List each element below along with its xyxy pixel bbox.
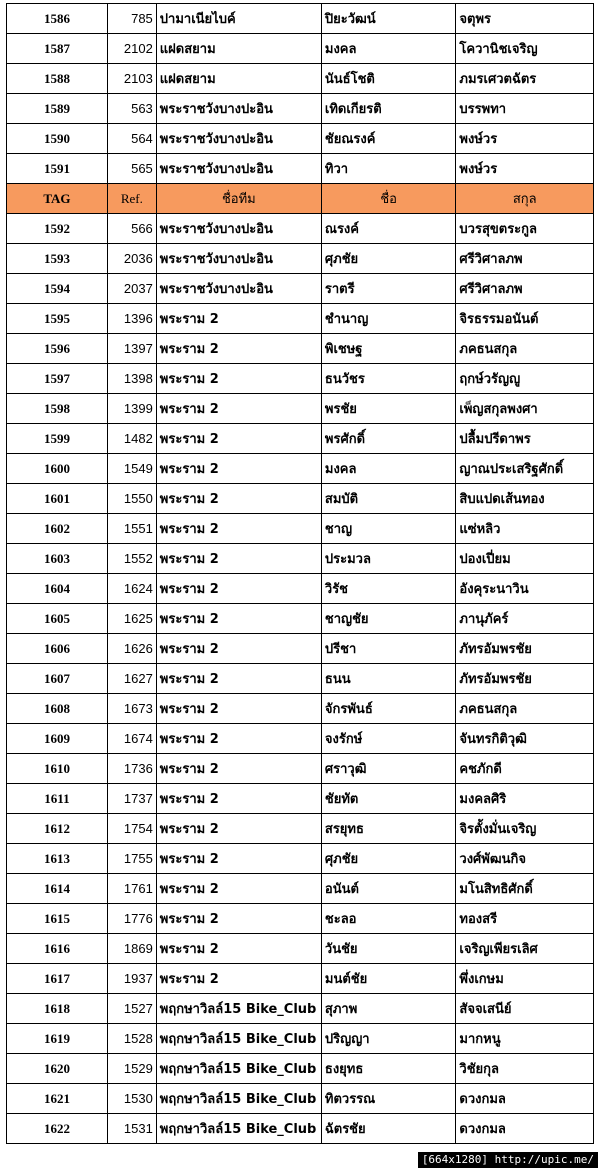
watermark-footer: [664x1280] http://upic.me/ (418, 1152, 598, 1168)
table-row (7, 1054, 594, 1084)
cell-ref: 1528 (107, 1024, 156, 1054)
table-row (7, 124, 594, 154)
table-row (7, 64, 594, 94)
cell-name: ราตรี (321, 274, 456, 304)
cell-tag: 1587 (7, 34, 108, 64)
cell-surname: จิรตั้งมั่นเจริญ (456, 814, 594, 844)
table-row (7, 934, 594, 964)
cell-surname: ศรีวิศาลภพ (456, 244, 594, 274)
cell-ref: 1551 (107, 514, 156, 544)
cell-name: สุภาพ (321, 994, 456, 1024)
cell-name: มนต์ชัย (321, 964, 456, 994)
cell-team: พระราม 2 (156, 424, 321, 454)
cell-ref: 1937 (107, 964, 156, 994)
cell-tag: 1601 (7, 484, 108, 514)
cell-team: พระราม 2 (156, 604, 321, 634)
cell-surname: ภคธนสกุล (456, 334, 594, 364)
cell-team: พระราม 2 (156, 754, 321, 784)
cell-tag: 1586 (7, 4, 108, 34)
cell-team: พระราม 2 (156, 664, 321, 694)
cell-name: ปริญญา (321, 1024, 456, 1054)
table-row (7, 1084, 594, 1114)
cell-tag: 1613 (7, 844, 108, 874)
cell-surname: สัจจเสนีย์ (456, 994, 594, 1024)
cell-tag: 1592 (7, 214, 108, 244)
cell-ref: 1397 (107, 334, 156, 364)
cell-surname: บรรพทา (456, 94, 594, 124)
table-row (7, 634, 594, 664)
header-team: ชื่อทีม (156, 184, 321, 214)
table-row (7, 694, 594, 724)
cell-team: พระราม 2 (156, 784, 321, 814)
cell-team: พระราม 2 (156, 694, 321, 724)
cell-ref: 565 (107, 154, 156, 184)
cell-tag: 1588 (7, 64, 108, 94)
table-row (7, 274, 594, 304)
cell-surname: โควานิชเจริญ (456, 34, 594, 64)
cell-tag: 1589 (7, 94, 108, 124)
cell-name: ฉัตรชัย (321, 1114, 456, 1144)
cell-name: เทิดเกียรติ (321, 94, 456, 124)
cell-ref: 2036 (107, 244, 156, 274)
cell-team: พระราชวังบางปะอิน (156, 94, 321, 124)
cell-tag: 1590 (7, 124, 108, 154)
cell-ref: 2037 (107, 274, 156, 304)
roster-table (6, 3, 594, 1144)
cell-surname: ปองเปี่ยม (456, 544, 594, 574)
cell-surname: มงคลศิริ (456, 784, 594, 814)
table-row (7, 754, 594, 784)
header-surname: สกุล (456, 184, 594, 214)
cell-surname: ภัทรอัมพรชัย (456, 634, 594, 664)
cell-ref: 566 (107, 214, 156, 244)
header-name: ชื่อ (321, 184, 456, 214)
table-row (7, 514, 594, 544)
cell-name: พรศักดิ์ (321, 424, 456, 454)
cell-team: พระราม 2 (156, 934, 321, 964)
header-ref: Ref. (107, 184, 156, 214)
cell-team: พระราม 2 (156, 544, 321, 574)
table-row (7, 94, 594, 124)
cell-ref: 1482 (107, 424, 156, 454)
cell-tag: 1598 (7, 394, 108, 424)
cell-name: สมบัติ (321, 484, 456, 514)
cell-ref: 1527 (107, 994, 156, 1024)
cell-surname: ญาณประเสริฐศักดิ์ (456, 454, 594, 484)
cell-name: ชะลอ (321, 904, 456, 934)
table-row (7, 394, 594, 424)
cell-team: พระราม 2 (156, 514, 321, 544)
cell-ref: 1736 (107, 754, 156, 784)
rows-after-header (7, 214, 594, 1144)
cell-surname: ศรีวิศาลภพ (456, 274, 594, 304)
table-row (7, 454, 594, 484)
cell-surname: สิบแปดเส้นทอง (456, 484, 594, 514)
table-row (7, 664, 594, 694)
cell-surname: วงศ์พัฒนกิจ (456, 844, 594, 874)
table-row (7, 424, 594, 454)
cell-team: พระราม 2 (156, 844, 321, 874)
cell-name: ศุภชัย (321, 844, 456, 874)
cell-ref: 1673 (107, 694, 156, 724)
cell-tag: 1615 (7, 904, 108, 934)
cell-ref: 1624 (107, 574, 156, 604)
cell-tag: 1622 (7, 1114, 108, 1144)
cell-name: มงคล (321, 454, 456, 484)
cell-surname: บวรสุขตระกูล (456, 214, 594, 244)
cell-ref: 564 (107, 124, 156, 154)
cell-tag: 1606 (7, 634, 108, 664)
cell-ref: 2103 (107, 64, 156, 94)
cell-ref: 1549 (107, 454, 156, 484)
cell-ref: 1761 (107, 874, 156, 904)
cell-ref: 1755 (107, 844, 156, 874)
cell-name: ประมวล (321, 544, 456, 574)
cell-surname: มโนสิทธิศักดิ์ (456, 874, 594, 904)
table-row (7, 1024, 594, 1054)
cell-team: พระราม 2 (156, 334, 321, 364)
cell-ref: 1552 (107, 544, 156, 574)
cell-surname: ดวงกมล (456, 1084, 594, 1114)
cell-team: พระราชวังบางปะอิน (156, 124, 321, 154)
cell-tag: 1611 (7, 784, 108, 814)
cell-team: พระราม 2 (156, 454, 321, 484)
cell-tag: 1593 (7, 244, 108, 274)
cell-ref: 1627 (107, 664, 156, 694)
cell-tag: 1619 (7, 1024, 108, 1054)
cell-name: ณรงค์ (321, 214, 456, 244)
table-row (7, 874, 594, 904)
cell-name: จักรพันธ์ (321, 694, 456, 724)
cell-name: ธนน (321, 664, 456, 694)
table-row (7, 814, 594, 844)
cell-tag: 1605 (7, 604, 108, 634)
cell-surname: พงษ์วร (456, 154, 594, 184)
cell-surname: แซ่หลิว (456, 514, 594, 544)
cell-surname: มากหนู (456, 1024, 594, 1054)
cell-name: ปิยะวัฒน์ (321, 4, 456, 34)
cell-team: พฤกษาวิลล์15 Bike_Club (156, 1114, 321, 1144)
cell-name: ชัยณรงค์ (321, 124, 456, 154)
table-row (7, 574, 594, 604)
cell-surname: พงษ์วร (456, 124, 594, 154)
cell-ref: 1776 (107, 904, 156, 934)
cell-ref: 1398 (107, 364, 156, 394)
cell-tag: 1604 (7, 574, 108, 604)
table-row (7, 784, 594, 814)
cell-ref: 1399 (107, 394, 156, 424)
cell-team: พระราม 2 (156, 394, 321, 424)
cell-surname: ภมรเศวตฉัตร (456, 64, 594, 94)
cell-ref: 1869 (107, 934, 156, 964)
cell-tag: 1616 (7, 934, 108, 964)
cell-ref: 785 (107, 4, 156, 34)
cell-surname: วิชัยกุล (456, 1054, 594, 1084)
table-row (7, 964, 594, 994)
cell-team: พระราชวังบางปะอิน (156, 154, 321, 184)
cell-team: พระราม 2 (156, 304, 321, 334)
table-row (7, 4, 594, 34)
table-row (7, 214, 594, 244)
cell-tag: 1594 (7, 274, 108, 304)
cell-surname: เพ็ญสกุลพงศา (456, 394, 594, 424)
cell-name: วันชัย (321, 934, 456, 964)
rows-before-header (7, 4, 594, 184)
cell-tag: 1591 (7, 154, 108, 184)
table-row (7, 154, 594, 184)
cell-ref: 563 (107, 94, 156, 124)
cell-ref: 1550 (107, 484, 156, 514)
cell-team: พระราม 2 (156, 814, 321, 844)
cell-tag: 1599 (7, 424, 108, 454)
table-row (7, 904, 594, 934)
cell-surname: ฤกษ์วรัญญู (456, 364, 594, 394)
cell-ref: 2102 (107, 34, 156, 64)
header-tag: TAG (7, 184, 108, 214)
cell-surname: จิรธรรมอนันต์ (456, 304, 594, 334)
table-row (7, 364, 594, 394)
cell-surname: เจริญเพียรเลิศ (456, 934, 594, 964)
header-row (7, 184, 594, 214)
cell-team: พระราม 2 (156, 364, 321, 394)
cell-team: พระราม 2 (156, 574, 321, 604)
cell-tag: 1618 (7, 994, 108, 1024)
cell-tag: 1620 (7, 1054, 108, 1084)
cell-name: ชำนาญ (321, 304, 456, 334)
table-row (7, 304, 594, 334)
cell-ref: 1754 (107, 814, 156, 844)
cell-ref: 1674 (107, 724, 156, 754)
cell-ref: 1529 (107, 1054, 156, 1084)
cell-team: พฤกษาวิลล์15 Bike_Club (156, 1084, 321, 1114)
table-row (7, 244, 594, 274)
cell-surname: พึ่งเกษม (456, 964, 594, 994)
cell-tag: 1603 (7, 544, 108, 574)
cell-name: จงรักษ์ (321, 724, 456, 754)
cell-tag: 1617 (7, 964, 108, 994)
cell-name: ธนวัชร (321, 364, 456, 394)
cell-surname: ทองสรี (456, 904, 594, 934)
cell-tag: 1614 (7, 874, 108, 904)
cell-surname: จันทรกิติวุฒิ (456, 724, 594, 754)
table-row (7, 34, 594, 64)
cell-name: นันธ์โชติ (321, 64, 456, 94)
cell-team: พระราม 2 (156, 724, 321, 754)
cell-ref: 1531 (107, 1114, 156, 1144)
cell-name: ศุภชัย (321, 244, 456, 274)
cell-surname: ภคธนสกุล (456, 694, 594, 724)
cell-name: ชาญ (321, 514, 456, 544)
cell-team: แฝดสยาม (156, 34, 321, 64)
cell-tag: 1602 (7, 514, 108, 544)
table-row (7, 724, 594, 754)
cell-name: พิเชษฐ (321, 334, 456, 364)
cell-team: พฤกษาวิลล์15 Bike_Club (156, 1054, 321, 1084)
cell-team: พระราม 2 (156, 964, 321, 994)
cell-team: พระราชวังบางปะอิน (156, 274, 321, 304)
cell-ref: 1625 (107, 604, 156, 634)
cell-tag: 1612 (7, 814, 108, 844)
cell-ref: 1396 (107, 304, 156, 334)
cell-team: พระราม 2 (156, 904, 321, 934)
cell-name: ศราวุฒิ (321, 754, 456, 784)
cell-surname: ภานุภัคร์ (456, 604, 594, 634)
cell-tag: 1595 (7, 304, 108, 334)
cell-team: ปามาเนียไบค์ (156, 4, 321, 34)
table-row (7, 604, 594, 634)
cell-surname: ปลื้มปรีดาพร (456, 424, 594, 454)
cell-team: พฤกษาวิลล์15 Bike_Club (156, 1024, 321, 1054)
table-row (7, 994, 594, 1024)
table-row (7, 844, 594, 874)
cell-tag: 1596 (7, 334, 108, 364)
cell-team: พระราม 2 (156, 874, 321, 904)
cell-name: วิรัช (321, 574, 456, 604)
cell-team: พระราชวังบางปะอิน (156, 214, 321, 244)
table-row (7, 1114, 594, 1144)
cell-name: มงคล (321, 34, 456, 64)
cell-name: พรชัย (321, 394, 456, 424)
table-row (7, 484, 594, 514)
cell-surname: คชภักดี (456, 754, 594, 784)
cell-name: ชาญชัย (321, 604, 456, 634)
cell-name: ปรีชา (321, 634, 456, 664)
cell-name: ชัยทัต (321, 784, 456, 814)
cell-name: ทิวา (321, 154, 456, 184)
cell-surname: จตุพร (456, 4, 594, 34)
cell-surname: อังคุระนาวิน (456, 574, 594, 604)
table-row (7, 334, 594, 364)
cell-tag: 1621 (7, 1084, 108, 1114)
cell-tag: 1597 (7, 364, 108, 394)
cell-name: ทิตวรรณ (321, 1084, 456, 1114)
cell-team: แฝดสยาม (156, 64, 321, 94)
cell-team: พระราม 2 (156, 484, 321, 514)
cell-ref: 1626 (107, 634, 156, 664)
cell-name: สรยุทธ (321, 814, 456, 844)
cell-tag: 1608 (7, 694, 108, 724)
cell-team: พระราม 2 (156, 634, 321, 664)
cell-surname: ภัทรอัมพรชัย (456, 664, 594, 694)
cell-tag: 1609 (7, 724, 108, 754)
cell-ref: 1530 (107, 1084, 156, 1114)
cell-team: พฤกษาวิลล์15 Bike_Club (156, 994, 321, 1024)
cell-ref: 1737 (107, 784, 156, 814)
cell-name: อนันต์ (321, 874, 456, 904)
cell-team: พระราชวังบางปะอิน (156, 244, 321, 274)
cell-tag: 1600 (7, 454, 108, 484)
cell-name: ธงยุทธ (321, 1054, 456, 1084)
cell-surname: ดวงกมล (456, 1114, 594, 1144)
cell-tag: 1610 (7, 754, 108, 784)
header-group (7, 184, 594, 214)
table-row (7, 544, 594, 574)
cell-tag: 1607 (7, 664, 108, 694)
